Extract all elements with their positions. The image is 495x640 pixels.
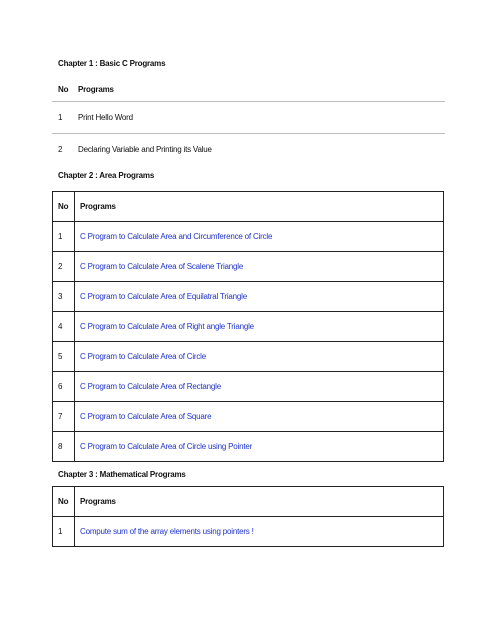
chapter1-header-no: No: [58, 85, 69, 94]
chapter1-header-programs: Programs: [78, 85, 114, 94]
table-row: [52, 102, 445, 134]
chapter3-table: [52, 486, 444, 547]
table-row: [52, 134, 445, 165]
chapter2-title: Chapter 2 : Area Programs: [58, 171, 155, 180]
row-number: 2: [58, 145, 63, 154]
chapter3-header-programs: Programs: [75, 487, 444, 517]
program-link[interactable]: C Program to Calculate Area of Rectangle: [80, 382, 221, 391]
table-row: [53, 282, 444, 312]
chapter3-title: Chapter 3 : Mathematical Programs: [58, 470, 186, 479]
row-number: 4: [53, 312, 75, 342]
table-row: [53, 252, 444, 282]
chapter2-header-no: No: [53, 192, 75, 222]
table-row: [53, 372, 444, 402]
program-link[interactable]: C Program to Calculate Area of Square: [80, 412, 212, 421]
chapter3-header-row: [53, 487, 444, 517]
table-row: [53, 222, 444, 252]
chapter1-table: [52, 74, 445, 165]
row-number: 6: [53, 372, 75, 402]
program-link[interactable]: C Program to Calculate Area of Equilatral Triangle: [80, 292, 247, 301]
row-number: 5: [53, 342, 75, 372]
row-number: 3: [53, 282, 75, 312]
program-link[interactable]: C Program to Calculate Area of Circle: [80, 352, 206, 361]
program-name: Print Hello Word: [78, 113, 133, 122]
program-link[interactable]: C Program to Calculate Area and Circumference of Circle: [80, 232, 273, 241]
row-number: 1: [53, 222, 75, 252]
chapter2-table: [52, 191, 444, 462]
table-row: [53, 402, 444, 432]
chapter2-header-row: [53, 192, 444, 222]
program-link[interactable]: C Program to Calculate Area of Circle using Pointer: [80, 442, 253, 451]
chapter1-header-row: [52, 74, 445, 102]
table-row: [53, 312, 444, 342]
row-number: 1: [58, 113, 63, 122]
row-number: 8: [53, 432, 75, 462]
chapter3-header-no: No: [53, 487, 75, 517]
program-name: Declaring Variable and Printing its Value: [78, 145, 212, 154]
row-number: 7: [53, 402, 75, 432]
row-number: 1: [53, 517, 75, 547]
chapter1-title: Chapter 1 : Basic C Programs: [58, 59, 166, 68]
row-number: 2: [53, 252, 75, 282]
table-row: [53, 432, 444, 462]
program-link[interactable]: C Program to Calculate Area of Right angle Triangle: [80, 322, 254, 331]
table-row: [53, 517, 444, 547]
program-link[interactable]: Compute sum of the array elements using pointers !: [80, 527, 254, 536]
table-row: [53, 342, 444, 372]
program-link[interactable]: C Program to Calculate Area of Scalene Triangle: [80, 262, 244, 271]
chapter2-header-programs: Programs: [75, 192, 444, 222]
